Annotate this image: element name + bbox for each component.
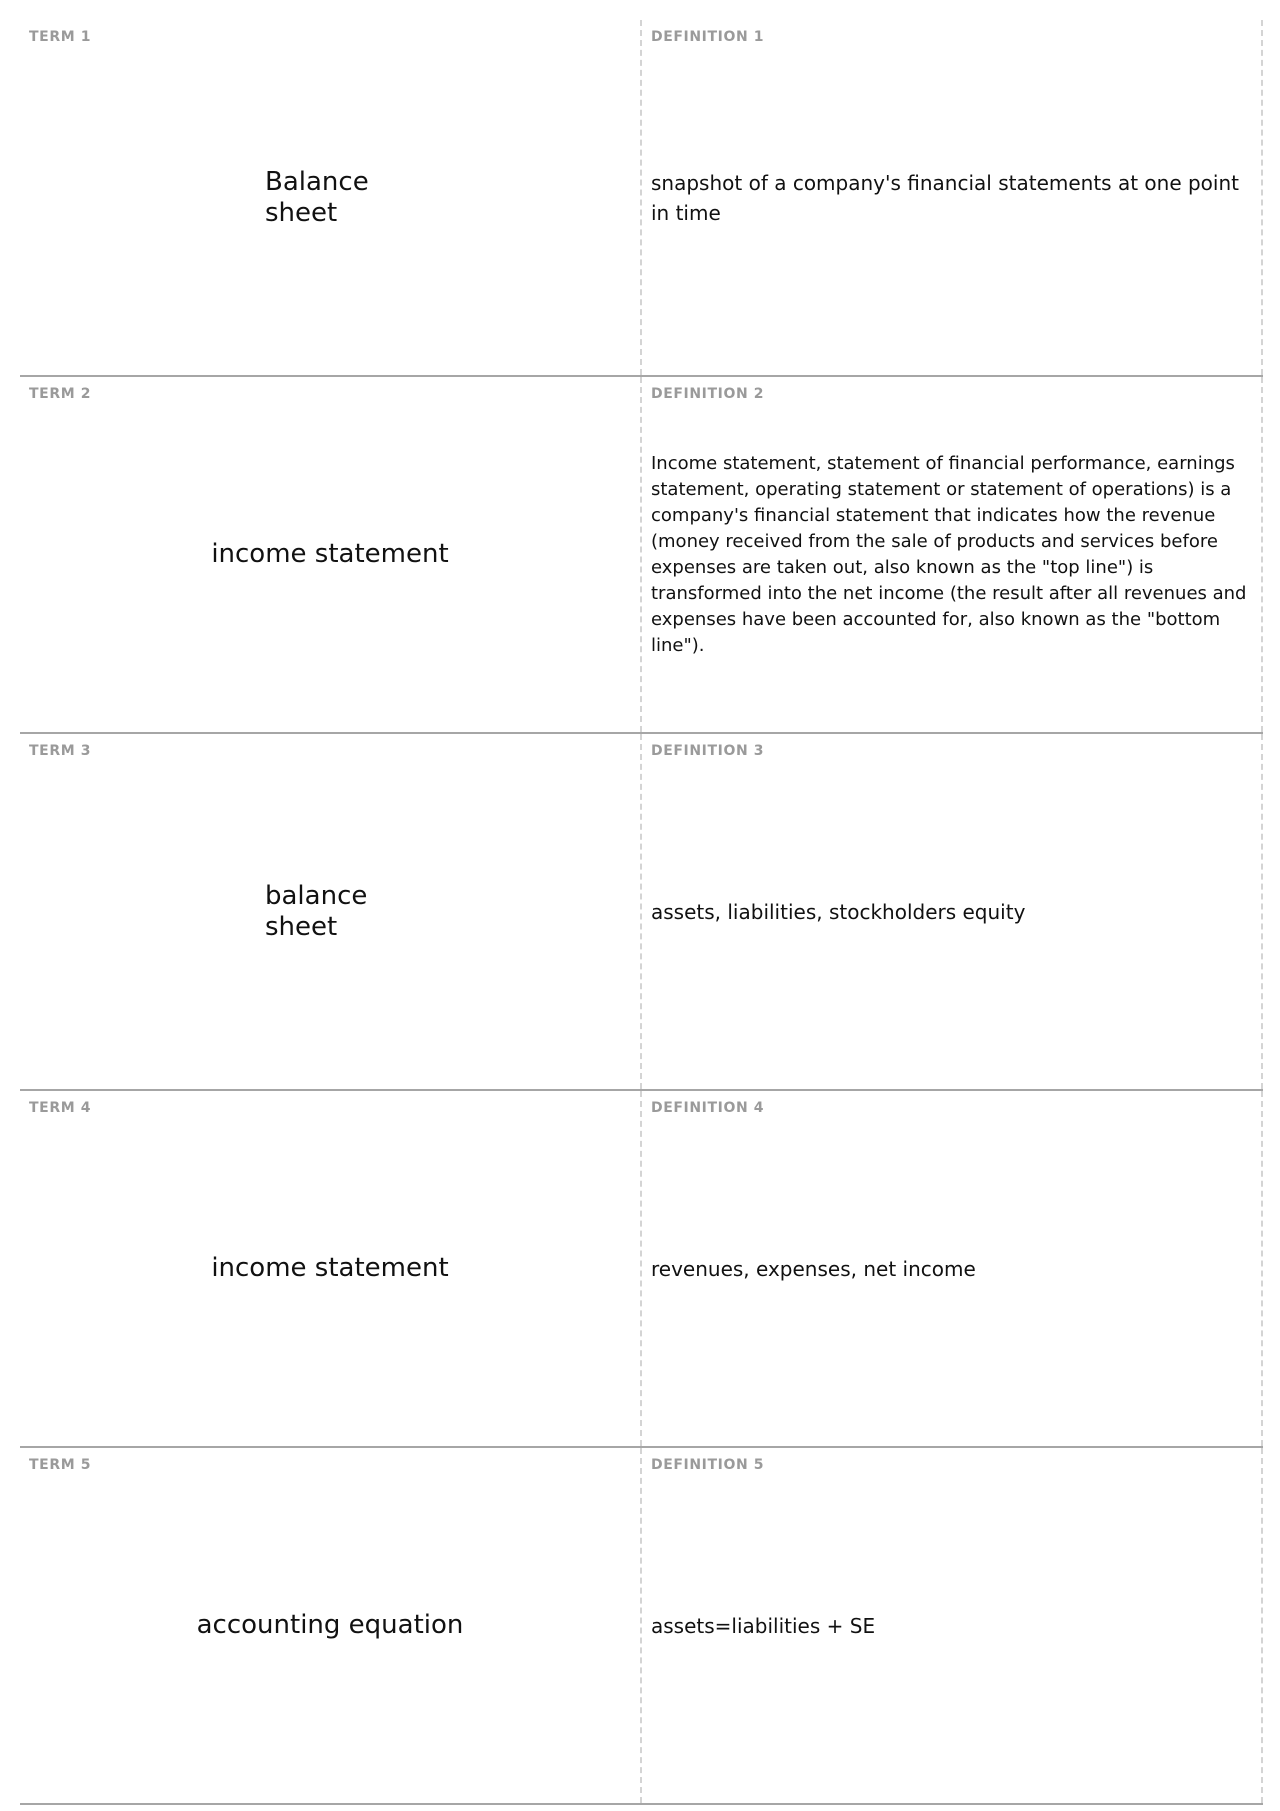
definition-label: DEFINITION 4: [651, 1100, 765, 1116]
term-label: TERM 1: [29, 29, 92, 45]
definition-label: DEFINITION 1: [651, 29, 765, 45]
definition-cell: [642, 1448, 1263, 1803]
term-cell: [20, 1091, 642, 1446]
term-text: income statement: [211, 1253, 449, 1283]
definition-text: Income statement, statement of financial performance, earnings statement, operating statement or statement of operations) is a company's financial statement that indicates how the revenue (money received from the sale of products and services before expenses are taken out, also known as the "top line") is transformed into the net income (the result after all revenues and expenses have been accounted for, also known as the "bottom line").: [651, 452, 1247, 656]
definition-label: DEFINITION 5: [651, 1457, 765, 1473]
definition-text: revenues, expenses, net income: [651, 1256, 976, 1281]
flashcard-sheet: [20, 20, 1263, 1799]
definition-text: assets=liabilities + SE: [651, 1613, 876, 1638]
flashcard-2: [20, 377, 1263, 734]
term-cell: [20, 1448, 642, 1803]
definition-label: DEFINITION 3: [651, 743, 765, 759]
flashcard-4: [20, 1091, 1263, 1448]
term-label: TERM 3: [29, 743, 92, 759]
term-label: TERM 5: [29, 1457, 92, 1473]
term-cell: [20, 734, 642, 1089]
term-text: income statement: [211, 539, 449, 569]
term-label: TERM 2: [29, 386, 92, 402]
definition-cell: [642, 1091, 1263, 1446]
term-text: accounting equation: [196, 1610, 464, 1640]
flashcard-3: [20, 734, 1263, 1091]
definition-cell: [642, 377, 1263, 732]
definition-label: DEFINITION 2: [651, 386, 765, 402]
flashcard-5: [20, 1448, 1263, 1805]
term-label: TERM 4: [29, 1100, 92, 1116]
definition-text: snapshot of a company's financial statements at one point in time: [651, 170, 1239, 225]
term-cell: [20, 377, 642, 732]
definition-cell: [642, 20, 1263, 375]
term-cell: [20, 20, 642, 375]
definition-text: assets, liabilities, stockholders equity: [651, 899, 1026, 924]
flashcard-1: [20, 20, 1263, 377]
term-text: balance sheet: [265, 880, 368, 942]
term-text: Balance sheet: [265, 166, 369, 228]
definition-cell: [642, 734, 1263, 1089]
